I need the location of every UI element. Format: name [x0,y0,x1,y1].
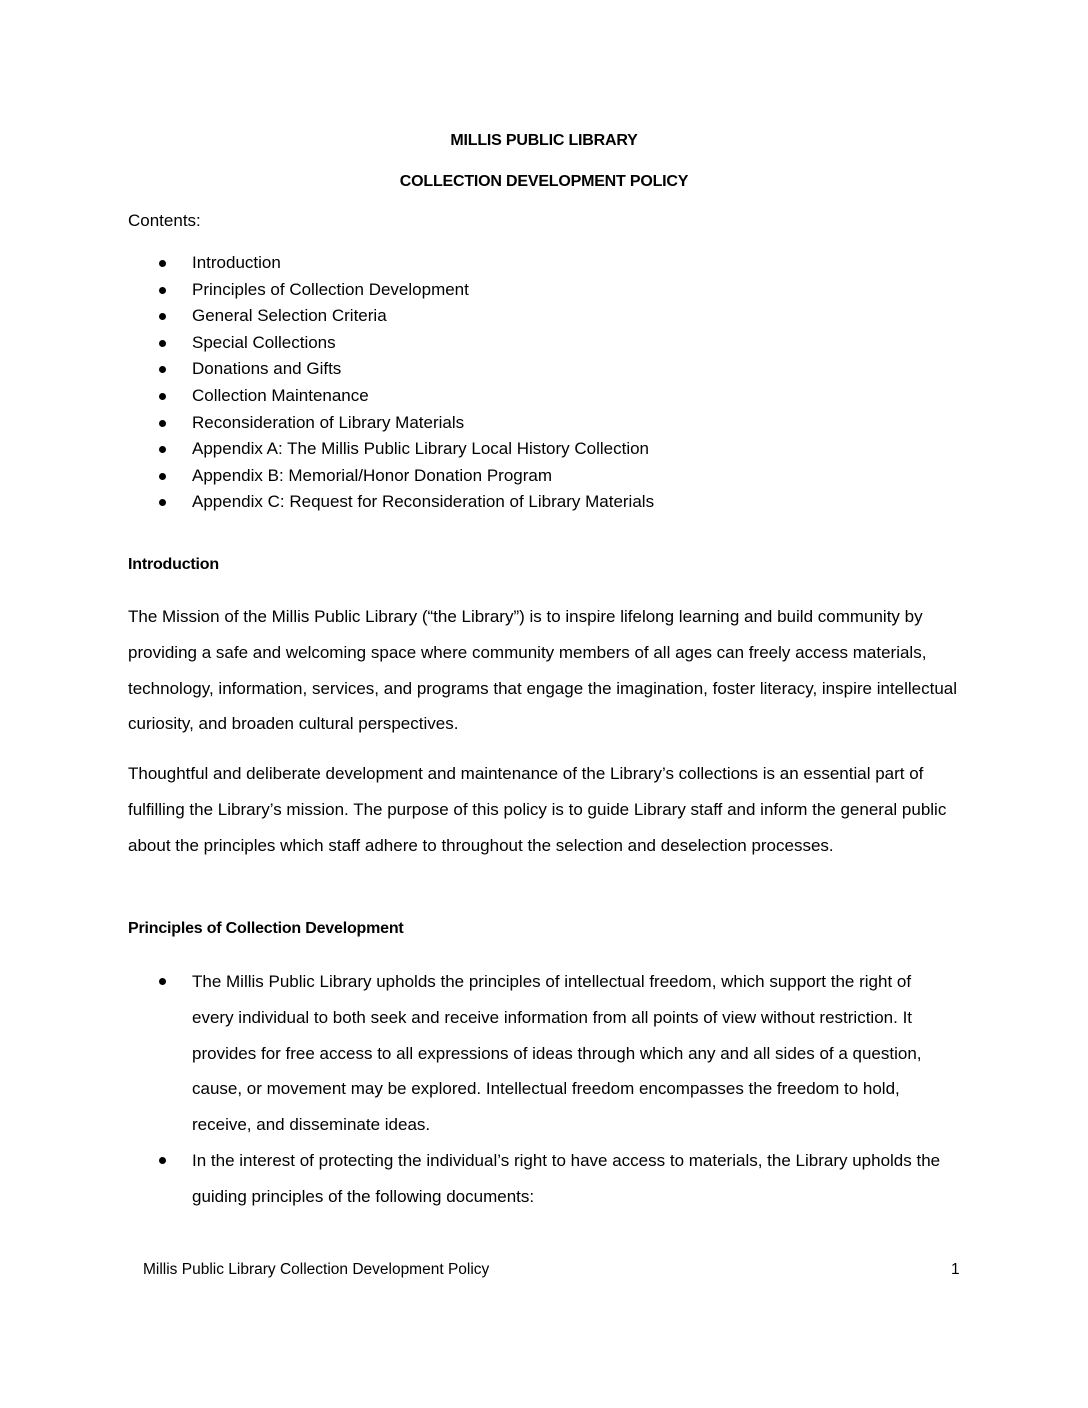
document-subtitle: COLLECTION DEVELOPMENT POLICY [399,173,689,190]
bullet-icon [159,420,166,427]
contents-item-label: Special Collections [192,332,336,352]
bullet-icon [159,260,166,267]
introduction-heading: Introduction [128,556,219,573]
contents-list [155,250,654,516]
bullet-icon [159,978,166,985]
principles-heading: Principles of Collection Development [128,920,404,937]
contents-item [155,356,654,383]
bullet-icon [159,287,166,294]
contents-item-label: Donations and Gifts [192,359,342,379]
contents-label: Contents: [128,211,201,230]
bullet-icon [159,473,166,480]
contents-item [155,410,654,437]
contents-item-label: Appendix B: Memorial/Honor Donation Program [192,465,553,485]
contents-item [155,250,654,277]
contents-item-label: Principles of Collection Development [192,279,469,299]
contents-item-label: Collection Maintenance [192,385,369,405]
contents-item-label: Reconsideration of Library Materials [192,412,465,432]
bullet-icon [159,393,166,400]
contents-item [155,277,654,304]
bullet-icon [159,499,166,506]
bullet-icon [159,340,166,347]
principles-item [155,964,955,1143]
contents-item-label: Introduction [192,253,281,272]
contents-item [155,383,654,410]
contents-item [155,436,654,463]
purpose-paragraph: Thoughtful and deliberate development and maintenance of the Library’s collections is an essential part of fulfilling the Library’s mission. The purpose of this policy is to guide Library staff and inform the general public about the principles which staff adhere to throughout the selection and deselection processes. [128,764,947,855]
mission-paragraph: The Mission of the Millis Public Library (“the Library”) is to inspire lifelong learning and build community by providing a safe and welcoming space where community members of all ages can freely access materials, technology, information, services, and programs that engage the imagination, foster literacy, inspire intellectual curiosity, and broaden cultural perspectives. [128,607,958,734]
footer-title: Millis Public Library Collection Development Policy [143,1261,490,1278]
contents-item [155,330,654,357]
contents-item-label: Appendix C: Request for Reconsideration of Library Materials [192,492,655,512]
contents-item-label: Appendix A: The Millis Public Library Local History Collection [192,439,649,459]
contents-item [155,489,654,516]
document-title: MILLIS PUBLIC LIBRARY [450,132,638,149]
contents-item-label: General Selection Criteria [192,306,387,326]
page-number: 1 [951,1261,960,1278]
bullet-icon [159,313,166,320]
principles-item-text: In the interest of protecting the individual’s right to have access to materials, the Library upholds the guiding principles of the following documents: [192,1150,941,1206]
contents-item [155,463,654,490]
bullet-icon [159,366,166,373]
bullet-icon [159,446,166,453]
principles-item-text: The Millis Public Library upholds the principles of intellectual freedom, which support the right of every individual to both seek and receive information from all points of view without restriction. It provides for free access to all expressions of ideas through which any and all sides of a question, cause, or movement may be explored. Intellectual freedom encompasses the freedom to hold, receive, and disseminate ideas. [192,972,922,1135]
principles-item [155,1143,955,1215]
principles-list [155,964,955,1215]
bullet-icon [159,1157,166,1164]
contents-item [155,303,654,330]
